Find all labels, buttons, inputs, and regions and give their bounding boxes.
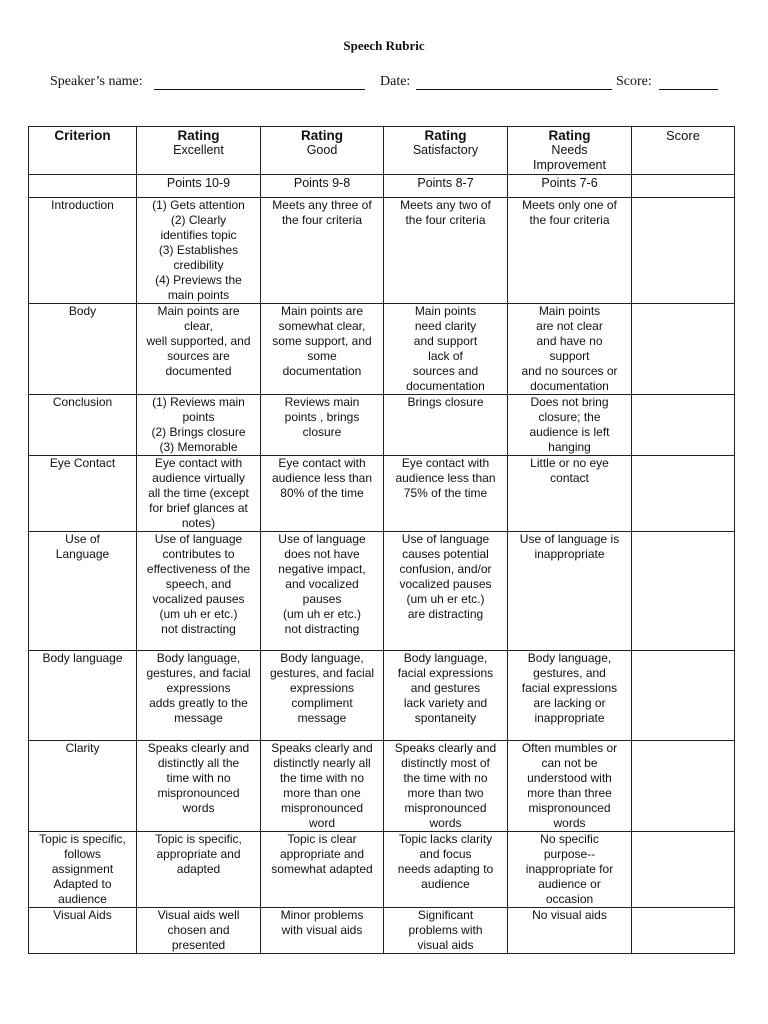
rating-cell: Main points need clarity and support lack of sources and documentation [384,304,508,395]
speaker-name-line[interactable] [154,89,365,90]
criterion-cell: Use of Language [29,532,137,651]
date-label: Date: [380,74,411,89]
criterion-cell: Eye Contact [29,456,137,532]
table-row [29,532,735,651]
criterion-cell: Visual Aids [29,908,137,954]
table-row [29,304,735,395]
table-row [29,395,735,456]
criterion-cell: Body language [29,651,137,741]
rating-cell: Eye contact with audience less than 75% of the time [384,456,508,532]
column-header-subtitle: Needs Improvement [533,143,606,172]
criterion-cell: Topic is specific, follows assignment Adapted to audience [29,832,137,908]
column-header-title: Rating [301,128,343,143]
rating-cell: Use of language does not have negative impact, and vocalized pauses (um uh er etc.) not distracting [261,532,384,651]
score-cell[interactable] [632,832,735,908]
score-cell[interactable] [632,741,735,832]
rating-cell: Brings closure [384,395,508,456]
criterion-cell: Conclusion [29,395,137,456]
score-cell[interactable] [632,651,735,741]
rating-cell: (1) Reviews main points (2) Brings closure (3) Memorable [137,395,261,456]
rating-cell: Speaks clearly and distinctly most of the time with no more than two mispronounced words [384,741,508,832]
rating-cell: No specific purpose-- inappropriate for audience or occasion [508,832,632,908]
column-header-title: Rating [548,128,591,143]
rating-cell: Topic lacks clarity and focus needs adapting to audience [384,832,508,908]
column-header-subtitle: Satisfactory [412,143,479,157]
rating-cell: Main points are clear, well supported, and sources are documented [137,304,261,395]
points-row [29,175,735,198]
column-header-title: Rating [177,128,220,143]
header-row [29,127,735,175]
rating-cell: Eye contact with audience less than 80% of the time [261,456,384,532]
rating-cell: Reviews main points , brings closure [261,395,384,456]
rating-cell: Often mumbles or can not be understood with more than three mispronounced words [508,741,632,832]
table-row [29,832,735,908]
table-row [29,741,735,832]
score-cell[interactable] [632,395,735,456]
score-label: Score: [616,74,652,89]
score-cell[interactable] [632,532,735,651]
column-header-title: Rating [424,128,467,143]
table-row [29,908,735,954]
points-cell [632,175,735,198]
score-cell[interactable] [632,304,735,395]
points-cell: Points 8-7 [384,175,508,198]
points-cell [29,175,137,198]
criterion-cell: Introduction [29,198,137,304]
column-header-criterion: Criterion [29,127,137,175]
column-header-good [261,127,384,175]
table-row [29,651,735,741]
column-header-subtitle: Good [306,143,338,157]
score-cell[interactable] [632,198,735,304]
column-header-score: Score [632,127,735,175]
page-title: Speech Rubric [343,38,425,53]
criterion-cell: Body [29,304,137,395]
column-header-needs-improvement [508,127,632,175]
rating-cell: Minor problems with visual aids [261,908,384,954]
rating-cell: Meets only one of the four criteria [508,198,632,304]
rating-cell: Meets any three of the four criteria [261,198,384,304]
rating-cell: Body language, gestures, and facial expressions are lacking or inappropriate [508,651,632,741]
rating-cell: (1) Gets attention (2) Clearly identifies topic (3) Establishes credibility (4) Previews the main points [137,198,261,304]
score-cell[interactable] [632,456,735,532]
rubric-table [28,126,735,954]
rating-cell: Use of language contributes to effectiveness of the speech, and vocalized pauses (um uh er etc.) not distracting [137,532,261,651]
rating-cell: Meets any two of the four criteria [384,198,508,304]
rating-cell: Use of language is inappropriate [508,532,632,651]
rating-cell: Little or no eye contact [508,456,632,532]
rating-cell: Topic is specific, appropriate and adapted [137,832,261,908]
points-cell: Points 9-8 [261,175,384,198]
rating-cell: Main points are not clear and have no support and no sources or documentation [508,304,632,395]
rating-cell: Body language, gestures, and facial expressions adds greatly to the message [137,651,261,741]
score-line[interactable] [659,89,718,90]
points-cell: Points 7-6 [508,175,632,198]
score-cell[interactable] [632,908,735,954]
column-header-subtitle: Excellent [173,143,224,157]
criterion-cell: Clarity [29,741,137,832]
column-header-excellent [137,127,261,175]
points-cell: Points 10-9 [137,175,261,198]
rating-cell: Body language, gestures, and facial expressions compliment message [261,651,384,741]
rating-cell: Significant problems with visual aids [384,908,508,954]
rating-cell: Body language, facial expressions and gestures lack variety and spontaneity [384,651,508,741]
rating-cell: Speaks clearly and distinctly all the time with no mispronounced words [137,741,261,832]
column-header-satisfactory [384,127,508,175]
table-row [29,456,735,532]
table-row [29,198,735,304]
date-line[interactable] [416,89,612,90]
rating-cell: Use of language causes potential confusion, and/or vocalized pauses (um uh er etc.) are distracting [384,532,508,651]
rating-cell: Main points are somewhat clear, some support, and some documentation [261,304,384,395]
rating-cell: Speaks clearly and distinctly nearly all the time with no more than one mispronounced word [261,741,384,832]
rating-cell: No visual aids [508,908,632,954]
rating-cell: Eye contact with audience virtually all the time (except for brief glances at notes) [137,456,261,532]
rating-cell: Visual aids well chosen and presented [137,908,261,954]
speaker-name-label: Speaker’s name: [50,74,143,89]
rating-cell: Does not bring closure; the audience is left hanging [508,395,632,456]
rating-cell: Topic is clear appropriate and somewhat adapted [261,832,384,908]
